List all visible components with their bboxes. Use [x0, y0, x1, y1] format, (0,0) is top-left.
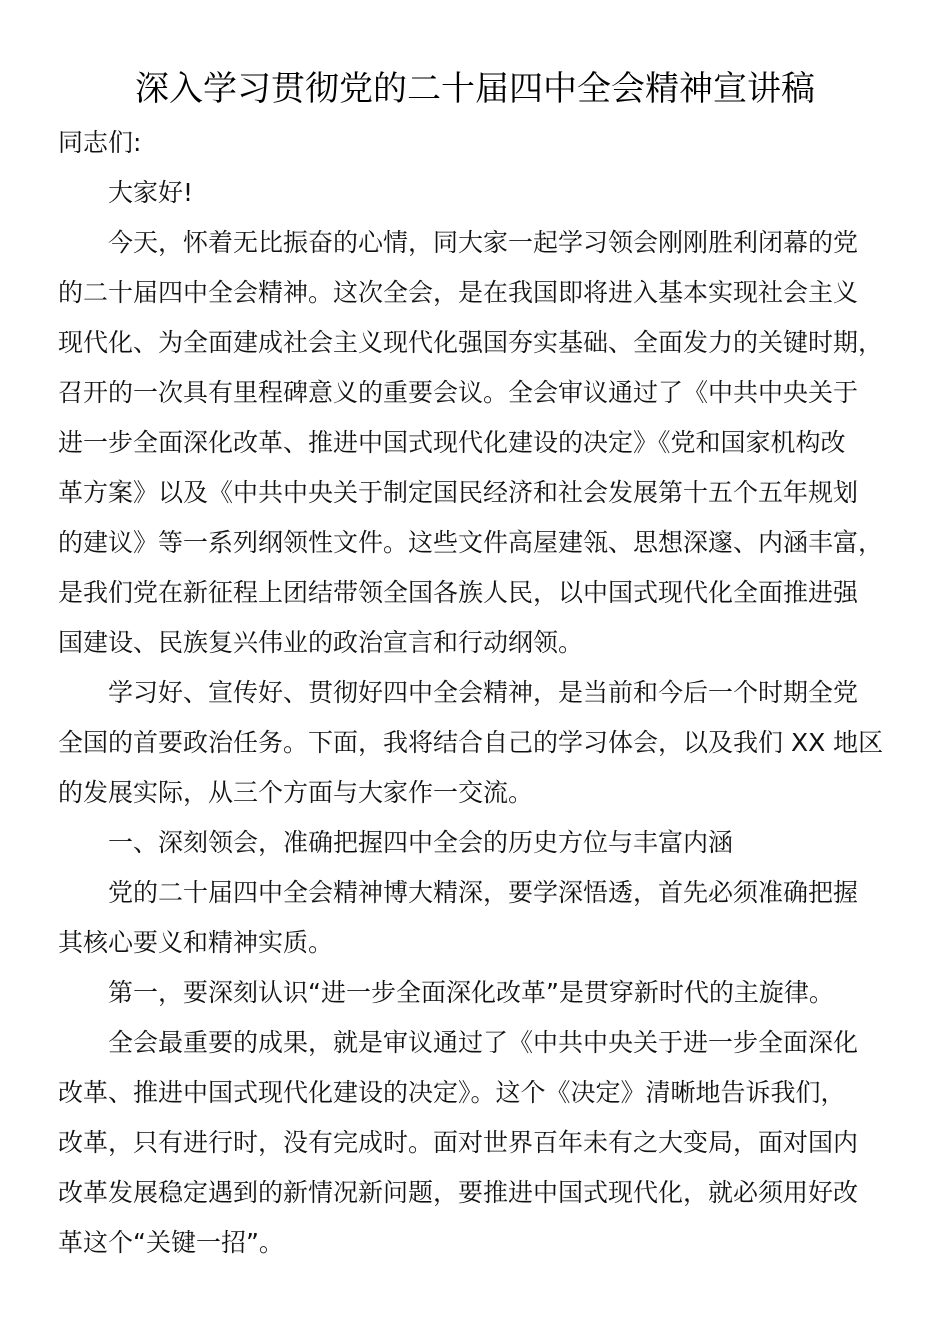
text-line: 其核心要义和精神实质。: [58, 928, 334, 957]
text-line: 改革、推进中国式现代化建设的决定》。这个《决定》清晰地告诉我们，: [58, 1078, 846, 1107]
section-heading: 一、深刻领会，准确把握四中全会的历史方位与丰富内涵: [108, 828, 734, 857]
text-line: 革方案》以及《中共中央关于制定国民经济和社会发展第十五个五年规划: [58, 478, 859, 507]
text-line: 全国的首要政治任务。下面，我将结合自己的学习体会，以及我们 XX 地区: [58, 728, 884, 757]
salutation: 同志们:: [58, 128, 142, 157]
text-line: 革这个“关键一招”。: [58, 1228, 284, 1257]
text-line: 今天，怀着无比振奋的心情，同大家一起学习领会刚刚胜利闭幕的党: [108, 228, 859, 257]
text-line: 的发展实际，从三个方面与大家作一交流。: [58, 778, 534, 807]
text-line: 学习好、宣传好、贯彻好四中全会精神，是当前和今后一个时期全党: [108, 678, 859, 707]
document-title: 深入学习贯彻党的二十届四中全会精神宣讲稿: [135, 69, 815, 109]
text-line: 全会最重要的成果，就是审议通过了《中共中央关于进一步全面深化: [108, 1028, 859, 1057]
text-line: 改革，只有进行时，没有完成时。面对世界百年未有之大变局，面对国内: [58, 1128, 859, 1157]
greeting: 大家好!: [108, 178, 194, 207]
text-line: 的建议》等一系列纲领性文件。这些文件高屋建瓴、思想深邃、内涵丰富，: [58, 528, 884, 557]
text-line: 是我们党在新征程上团结带领全国各族人民，以中国式现代化全面推进强: [58, 578, 859, 607]
text-line: 的二十届四中全会精神。这次全会，是在我国即将进入基本实现社会主义: [58, 278, 859, 307]
document-body: [58, 118, 898, 1268]
text-line: 进一步全面深化改革、推进中国式现代化建设的决定》《党和国家机构改: [58, 428, 846, 457]
text-line: 召开的一次具有里程碑意义的重要会议。全会审议通过了《中共中央关于: [58, 378, 859, 407]
text-line: 现代化、为全面建成社会主义现代化强国夯实基础、全面发力的关键时期，: [58, 328, 884, 357]
text-line: 国建设、民族复兴伟业的政治宣言和行动纲领。: [58, 628, 584, 657]
subsection-heading: 第一，要深刻认识“进一步全面深化改革”是贯穿新时代的主旋律。: [108, 978, 834, 1007]
text-line: 党的二十届四中全会精神博大精深，要学深悟透，首先必须准确把握: [108, 878, 859, 907]
text-line: 改革发展稳定遇到的新情况新问题，要推进中国式现代化，就必须用好改: [58, 1178, 859, 1207]
